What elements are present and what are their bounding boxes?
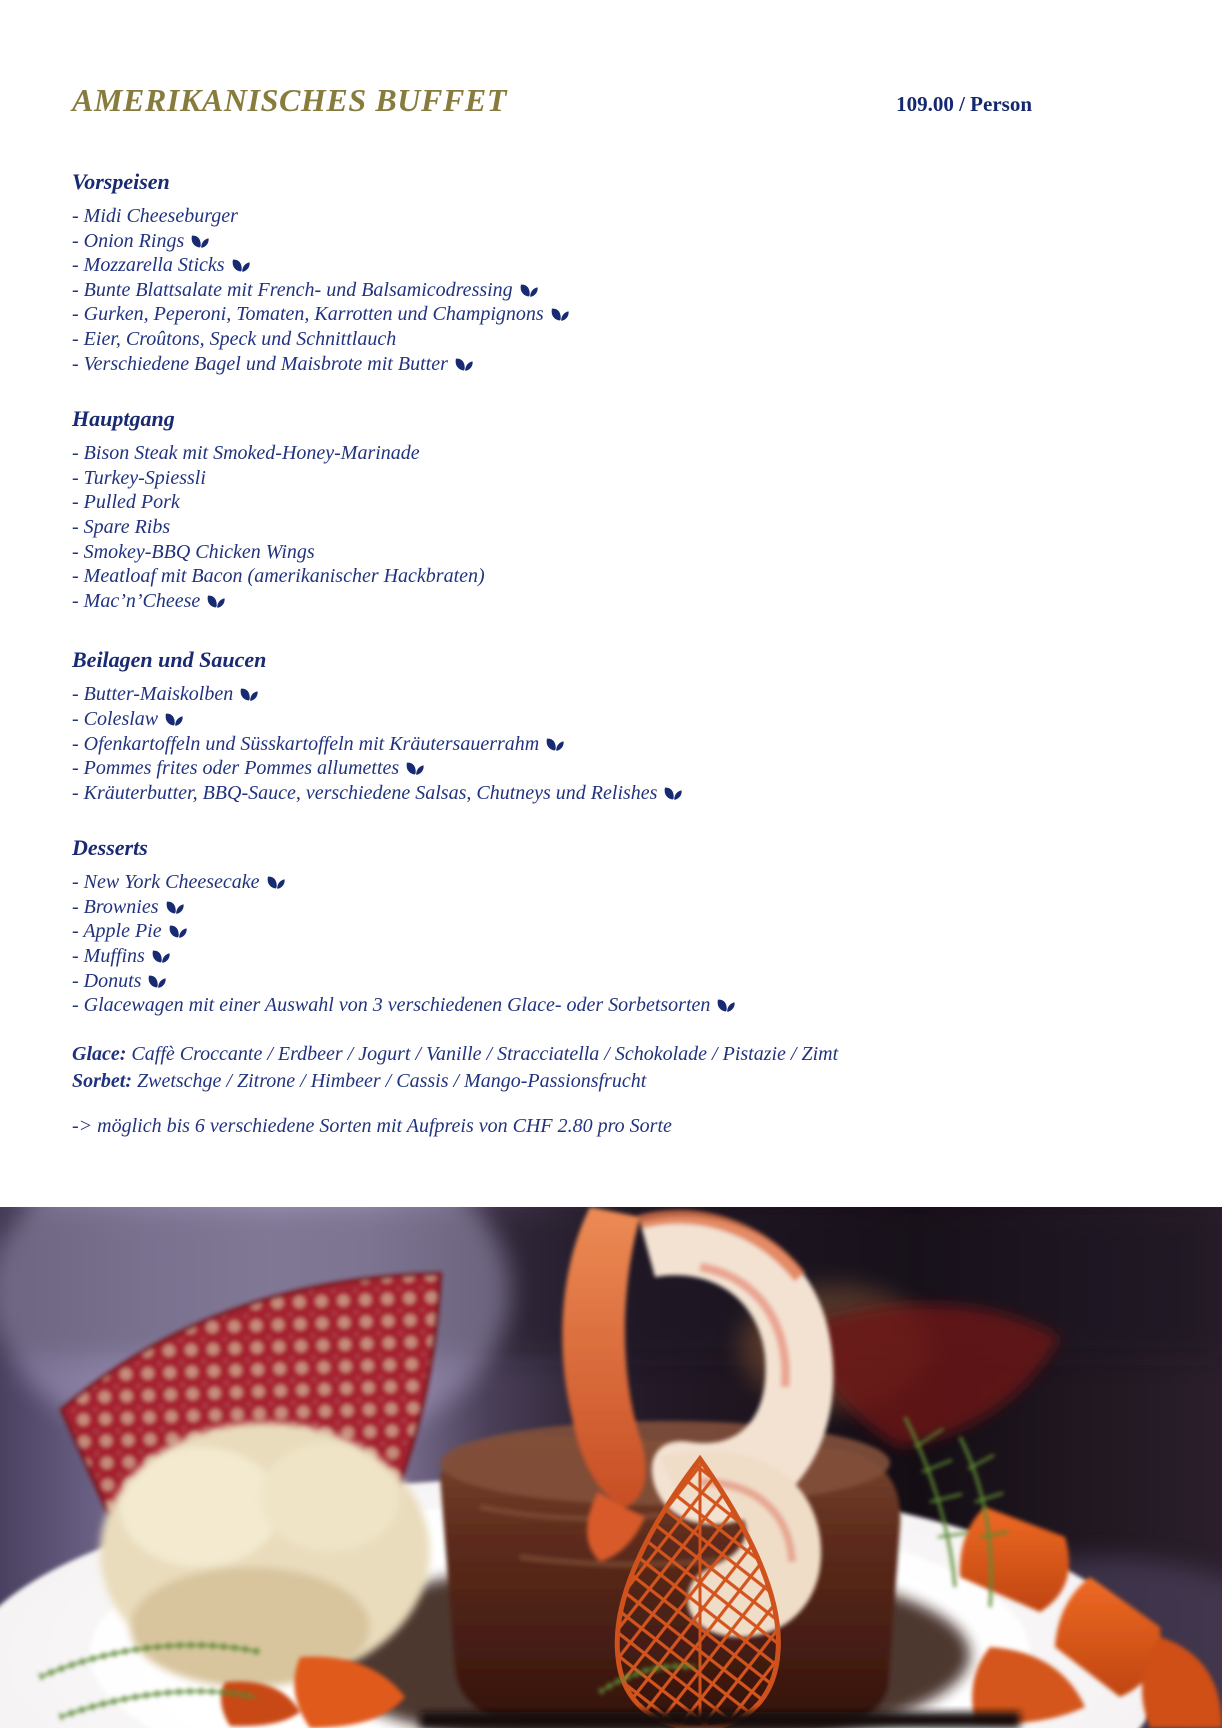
- table-edge: [420, 1712, 1020, 1728]
- item-marker: -: [72, 229, 84, 252]
- item-text: New York Cheesecake: [83, 871, 260, 894]
- menu-item: [72, 564, 1082, 589]
- section-heading: Hauptgang: [72, 406, 175, 432]
- item-marker: -: [72, 945, 84, 968]
- section-heading: Desserts: [72, 835, 148, 861]
- sorbet-label: Sorbet:: [72, 1069, 132, 1092]
- item-marker: -: [72, 303, 84, 326]
- item-text: Eier, Croûtons, Speck und Schnittlauch: [83, 327, 397, 350]
- vegetarian-leaf-icon: [406, 761, 424, 776]
- item-text: Kräuterbutter, BBQ-Sauce, verschiedene Salsas, Chutneys und Relishes: [83, 781, 658, 804]
- menu-item: [72, 589, 1082, 614]
- vegetarian-leaf-icon: [520, 283, 538, 298]
- sorbet-line: [72, 1068, 1082, 1095]
- menu-item: [72, 682, 1082, 707]
- vegetarian-leaf-icon: [166, 900, 184, 915]
- menu-item: [72, 540, 1082, 565]
- dish-photo: [0, 1207, 1222, 1728]
- flavor-lines: [72, 1041, 1082, 1095]
- item-marker: -: [72, 920, 84, 943]
- item-text: Apple Pie: [83, 920, 162, 943]
- item-text: Meatloaf mit Bacon (amerikanischer Hackbraten): [83, 565, 485, 588]
- item-text: Mac’n’Cheese: [83, 589, 201, 612]
- item-text: Pulled Pork: [83, 491, 180, 514]
- item-text: Verschiedene Bagel und Maisbrote mit Butter: [83, 352, 448, 375]
- price-per-person: 109.00 / Person: [896, 92, 1032, 116]
- item-marker: -: [72, 442, 84, 465]
- glace-line: [72, 1041, 1082, 1068]
- menu-item: [72, 204, 1082, 229]
- item-marker: -: [72, 515, 84, 538]
- item-list: [72, 682, 1082, 805]
- menu-item: [72, 302, 1082, 327]
- menu-item: [72, 756, 1082, 781]
- vegetarian-leaf-icon: [148, 974, 166, 989]
- item-text: Onion Rings: [83, 229, 185, 252]
- item-list: [72, 204, 1082, 376]
- item-text: Coleslaw: [83, 707, 159, 730]
- item-marker: -: [72, 254, 84, 277]
- menu-item: [72, 944, 1082, 969]
- item-marker: -: [72, 589, 84, 612]
- item-text: Pommes frites oder Pommes allumettes: [83, 757, 400, 780]
- vegetarian-leaf-icon: [717, 998, 735, 1013]
- menu-item: [72, 781, 1082, 806]
- glace-text: Caffè Croccante / Erdbeer / Jogurt / Vanille / Stracciatella / Schokolade / Pistazie / Zimt: [131, 1042, 839, 1065]
- item-marker: -: [72, 466, 84, 489]
- menu-item: [72, 327, 1082, 352]
- section-desserts: [72, 835, 1082, 1018]
- section-heading: Vorspeisen: [72, 169, 170, 194]
- item-text: Spare Ribs: [83, 515, 171, 538]
- item-text: Butter-Maiskolben: [83, 683, 234, 706]
- item-marker: -: [72, 205, 84, 227]
- menu-item: [72, 895, 1082, 920]
- section-hauptgang: [72, 406, 1082, 613]
- menu-item: [72, 870, 1082, 895]
- vegetarian-leaf-icon: [207, 594, 225, 609]
- item-text: Mozzarella Sticks: [83, 254, 225, 277]
- item-text: Midi Cheeseburger: [83, 205, 238, 227]
- vegetarian-leaf-icon: [232, 258, 250, 273]
- glace-label: Glace:: [72, 1042, 127, 1065]
- vegetarian-leaf-icon: [240, 687, 258, 702]
- vegetarian-leaf-icon: [267, 875, 285, 890]
- menu-item: [72, 229, 1082, 254]
- item-marker: -: [72, 491, 84, 514]
- menu-item: [72, 253, 1082, 278]
- vegetarian-leaf-icon: [546, 737, 564, 752]
- vegetarian-leaf-icon: [455, 357, 473, 372]
- item-text: Bunte Blattsalate mit French- und Balsamicodressing: [83, 278, 513, 301]
- item-marker: -: [72, 969, 84, 992]
- item-marker: -: [72, 352, 84, 375]
- menu-item: [72, 490, 1082, 515]
- menu-item: [72, 993, 1082, 1018]
- vegetarian-leaf-icon: [191, 234, 209, 249]
- item-text: Glacewagen mit einer Auswahl von 3 verschiedenen Glace- oder Sorbetsorten: [83, 994, 711, 1017]
- section-beilagen-und-saucen: [72, 647, 1082, 805]
- item-marker: -: [72, 895, 84, 918]
- vegetarian-leaf-icon: [664, 786, 682, 801]
- menu-item: [72, 732, 1082, 757]
- item-marker: -: [72, 540, 84, 563]
- vegetarian-leaf-icon: [165, 712, 183, 727]
- menu-item: [72, 515, 1082, 540]
- menu-item: [72, 352, 1082, 377]
- item-text: Turkey-Spiessli: [83, 466, 206, 489]
- vegetarian-leaf-icon: [169, 924, 187, 939]
- item-text: Gurken, Peperoni, Tomaten, Karrotten und Champignons: [83, 303, 544, 326]
- item-marker: -: [72, 565, 84, 588]
- item-marker: -: [72, 757, 84, 780]
- sorbet-text: Zwetschge / Zitrone / Himbeer / Cassis / Mango-Passionsfrucht: [137, 1069, 647, 1092]
- menu-content: [72, 0, 1082, 1139]
- section-heading: Beilagen und Saucen: [72, 647, 267, 673]
- item-text: Brownies: [83, 895, 159, 918]
- item-text: Muffins: [83, 945, 145, 968]
- vegetarian-leaf-icon: [152, 949, 170, 964]
- menu-item: [72, 919, 1082, 944]
- section-vorspeisen: [72, 169, 1082, 376]
- menu-item: [72, 707, 1082, 732]
- menu-item: [72, 278, 1082, 303]
- menu-item: [72, 969, 1082, 994]
- item-marker: -: [72, 871, 84, 894]
- page-title: AMERIKANISCHES BUFFET: [72, 82, 507, 118]
- item-text: Ofenkartoffeln und Süsskartoffeln mit Kräutersauerrahm: [83, 732, 540, 755]
- item-marker: -: [72, 994, 84, 1017]
- item-marker: -: [72, 327, 84, 350]
- item-list: [72, 441, 1082, 613]
- menu-item: [72, 466, 1082, 491]
- item-marker: -: [72, 732, 84, 755]
- item-list: [72, 870, 1082, 1018]
- menu-item: [72, 441, 1082, 466]
- item-marker: -: [72, 683, 84, 706]
- item-text: Smokey-BBQ Chicken Wings: [83, 540, 315, 563]
- item-marker: -: [72, 278, 84, 301]
- item-text: Donuts: [83, 969, 142, 992]
- item-marker: -: [72, 707, 84, 730]
- item-marker: -: [72, 781, 84, 804]
- item-text: Bison Steak mit Smoked-Honey-Marinade: [83, 442, 420, 465]
- surcharge-note: -> möglich bis 6 verschiedene Sorten mit Aufpreis von CHF 2.80 pro Sorte: [72, 1114, 672, 1137]
- vegetarian-leaf-icon: [551, 307, 569, 322]
